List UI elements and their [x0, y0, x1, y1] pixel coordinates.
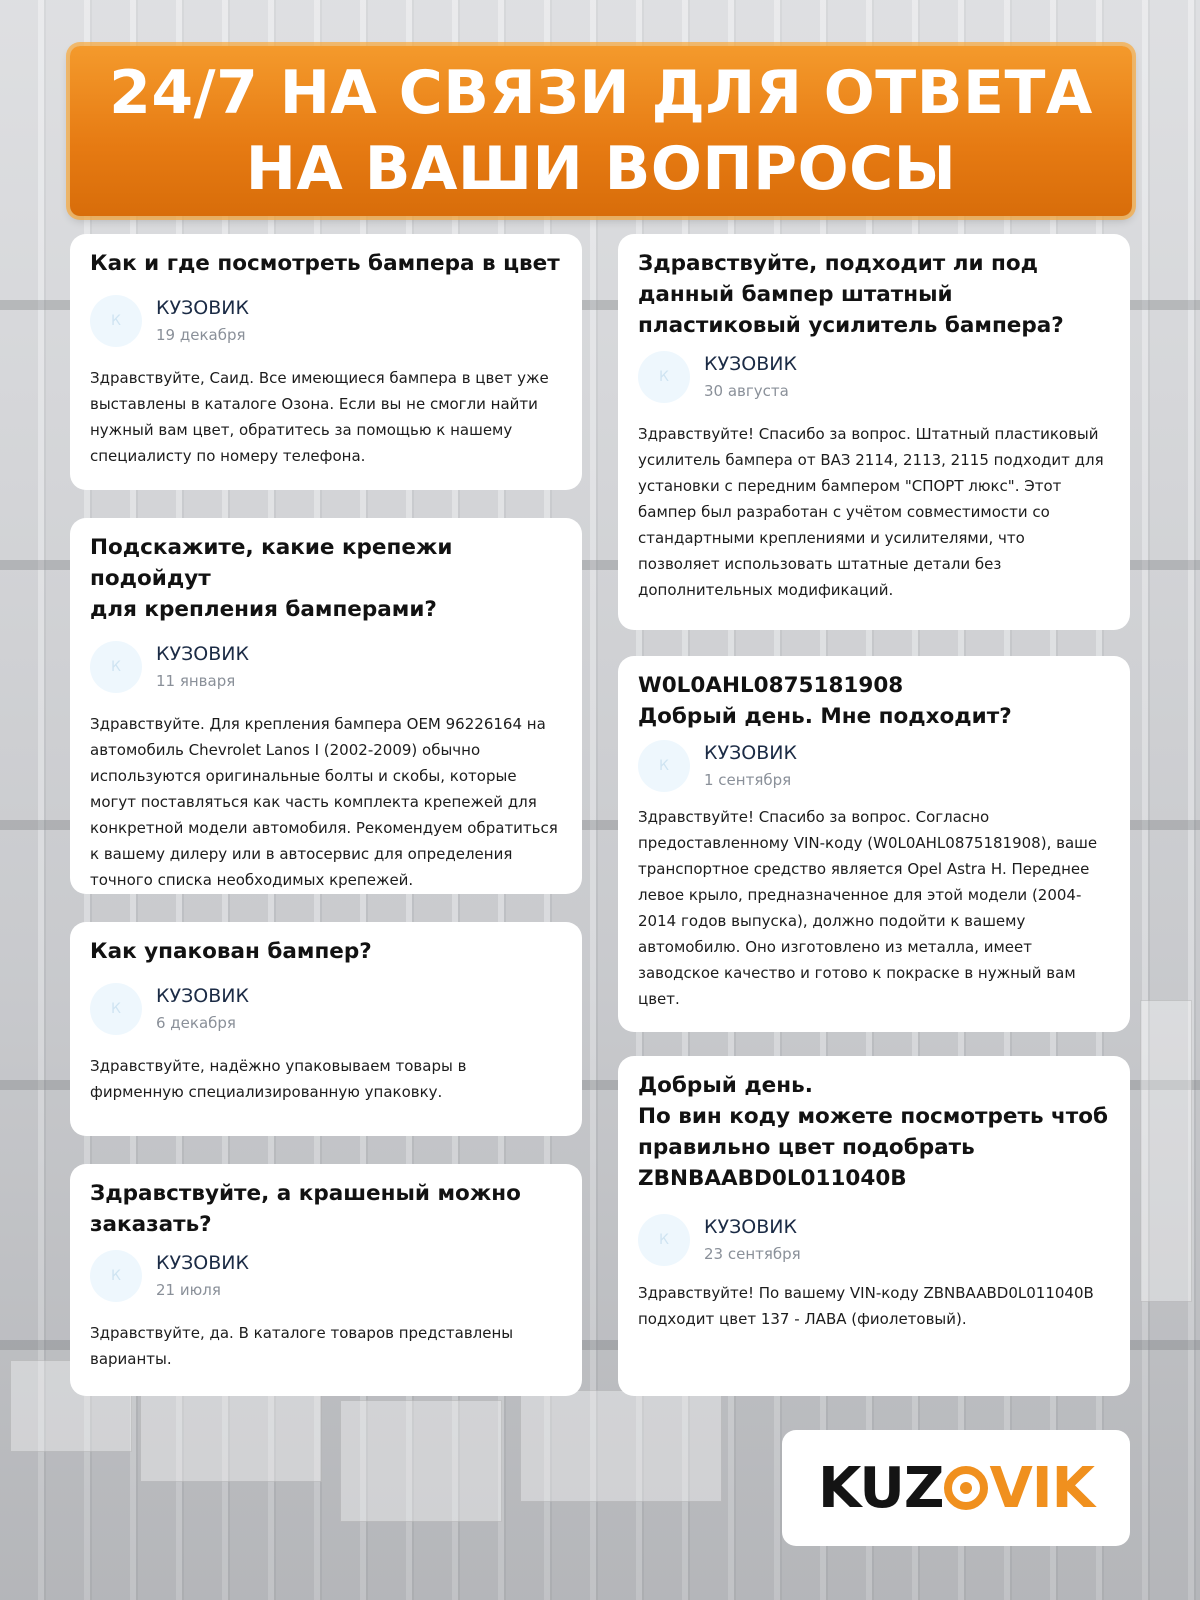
answer-text: Здравствуйте, да. В каталоге товаров представлены варианты.: [90, 1324, 514, 1368]
question-text: W0L0AHL0875181908 Добрый день. Мне подходит?: [638, 673, 1012, 729]
qa-card-5: [618, 234, 1130, 630]
qa-card-3: [70, 922, 582, 1136]
question-text: Как упакован бампер?: [90, 939, 372, 964]
avatar: К: [90, 295, 142, 347]
logo-text-part2: VIK: [989, 1455, 1095, 1521]
avatar: К: [638, 1214, 690, 1266]
header-banner: [70, 46, 1132, 216]
avatar: К: [638, 740, 690, 792]
answer-text: Здравствуйте! По вашему VIN-коду ZBNBAABD0L011040B подходит цвет 137 - ЛАВА (фиолетовый).: [638, 1284, 1094, 1328]
answer-date: 11 января: [156, 672, 236, 690]
question-text: Здравствуйте, подходит ли под данный бампер штатный пластиковый усилитель бампера?: [638, 251, 1064, 338]
answer-date: 1 сентября: [704, 771, 792, 789]
question-text: Как и где посмотреть бампера в цвет: [90, 251, 560, 276]
avatar: К: [90, 641, 142, 693]
logo-text-part1: KUZ: [817, 1455, 944, 1521]
answer-author: [90, 1250, 562, 1302]
author-name: КУЗОВИК: [156, 297, 249, 319]
kuzovik-logo: [818, 1456, 1094, 1521]
answer-date: 30 августа: [704, 382, 789, 400]
author-name: КУЗОВИК: [704, 742, 797, 764]
answer-date: 6 декабря: [156, 1014, 236, 1032]
avatar: К: [90, 1250, 142, 1302]
answer-author: [638, 351, 1110, 403]
qa-card-1: [70, 234, 582, 490]
banner-title-line-1: 24/7 НА СВЯЗИ ДЛЯ ОТВЕТА: [109, 58, 1093, 128]
avatar: К: [638, 351, 690, 403]
qa-card-7: [618, 1056, 1130, 1396]
logo-o-icon: [944, 1466, 988, 1510]
answer-text: Здравствуйте, надёжно упаковываем товары в фирменную специализированную упаковку.: [90, 1057, 467, 1101]
answer-date: 19 декабря: [156, 326, 246, 344]
answer-date: 21 июля: [156, 1281, 221, 1299]
author-name: КУЗОВИК: [156, 643, 249, 665]
banner-title-line-2: НА ВАШИ ВОПРОСЫ: [245, 134, 957, 204]
author-name: КУЗОВИК: [704, 1216, 797, 1238]
brand-logo-box: [782, 1430, 1130, 1546]
question-text: Подскажите, какие крепежи подойдут для крепления бамперами?: [90, 535, 453, 622]
answer-text: Здравствуйте! Спасибо за вопрос. Штатный пластиковый усилитель бампера от ВАЗ 2114, 2113, 2115 подходит для установки с передним бампером "СПОРТ люкс". Этот бампер был разработан с учётом совместимости со стандартными креплениями и усилителями, что позволяет использовать штатные детали без дополнительных модификаций.: [638, 425, 1104, 599]
avatar: К: [90, 983, 142, 1035]
author-name: КУЗОВИК: [156, 1252, 249, 1274]
qa-card-4: [70, 1164, 582, 1396]
answer-text: Здравствуйте, Саид. Все имеющиеся бампера в цвет уже выставлены в каталоге Озона. Если вы не смогли найти нужный вам цвет, обратитесь за помощью к нашему специалисту по номеру телефона.: [90, 369, 549, 465]
qa-card-6: [618, 656, 1130, 1032]
answer-author: [638, 1214, 1110, 1266]
qa-card-2: [70, 518, 582, 894]
answer-date: 23 сентября: [704, 1245, 801, 1263]
answer-author: [638, 740, 1110, 792]
question-text: Здравствуйте, а крашеный можно заказать?: [90, 1181, 521, 1237]
answer-author: [90, 983, 562, 1035]
answer-author: [90, 295, 562, 347]
answer-author: [90, 641, 562, 693]
question-text: Добрый день. По вин коду можете посмотреть чтоб правильно цвет подобрать ZBNBAABD0L011040B: [638, 1073, 1109, 1191]
answer-text: Здравствуйте. Для крепления бампера OEM 96226164 на автомобиль Chevrolet Lanos I (2002-2009) обычно используются оригинальные болты и скобы, которые могут поставляться как часть комплекта крепежей для конкретной модели автомобиля. Рекомендуем обратиться к вашему дилеру или в автосервис для определения точного списка необходимых крепежей.: [90, 715, 558, 889]
author-name: КУЗОВИК: [704, 353, 797, 375]
author-name: КУЗОВИК: [156, 985, 249, 1007]
answer-text: Здравствуйте! Спасибо за вопрос. Согласно предоставленному VIN-коду (W0L0AHL0875181908), ваше транспортное средство является Opel Astra H. Переднее левое крыло, предназначенное для этой модели (2004-2014 годов выпуска), должно подойти к вашему автомобилю. Оно изготовлено из металла, имеет заводское качество и готово к покраске в нужный вам цвет.: [638, 808, 1098, 1008]
